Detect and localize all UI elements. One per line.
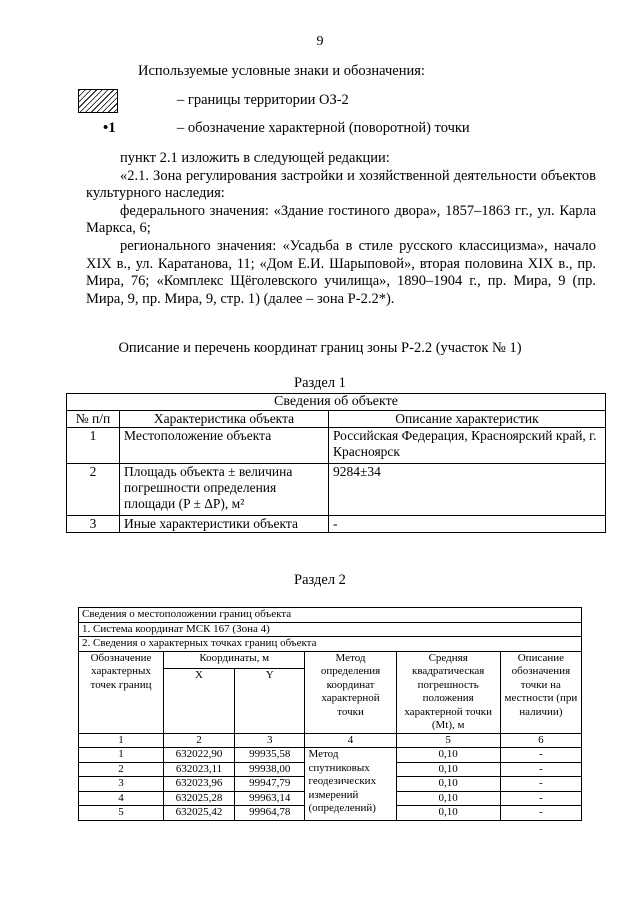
table-title: Сведения об объекте bbox=[67, 394, 606, 411]
column-number: 3 bbox=[235, 733, 305, 748]
table-cell: - bbox=[329, 516, 606, 533]
point-description: - bbox=[500, 777, 581, 792]
table-cell: Площадь объекта ± величина погрешности определения площади (P ± ΔP), м² bbox=[120, 464, 329, 516]
header-cell: Обозначение характерных точек границ bbox=[79, 651, 164, 733]
point-number: 2 bbox=[79, 762, 164, 777]
coord-x: 632022,90 bbox=[164, 748, 235, 763]
table-cell: 3 bbox=[67, 516, 120, 533]
paragraph: пункт 2.1 изложить в следующей редакции: bbox=[120, 150, 390, 166]
coord-x: 632025,28 bbox=[164, 791, 235, 806]
point-description: - bbox=[500, 748, 581, 763]
coord-y: 99938,00 bbox=[235, 762, 305, 777]
header-cell: X bbox=[164, 668, 235, 733]
boundary-points-table bbox=[78, 607, 582, 821]
column-number: 4 bbox=[305, 733, 396, 748]
section1-title: Раздел 1 bbox=[294, 375, 346, 391]
paragraph: регионального значения: «Усадьба в стиле русского классицизма», начало XIX в., ул. Каратанова, 11; «Дом Е.И. Шарыповой», вторая половина XIX в., пр. Мира, 76; «Комплекс Щёголевского училища», 1890–1904 г., пр. Мира, 9 (пр. Мира, 9, пр. Мира, 9, стр. 1) (далее – зона Р-2.2*). bbox=[86, 237, 596, 307]
point-description: - bbox=[500, 791, 581, 806]
legend-title: Используемые условные знаки и обозначения: bbox=[138, 63, 425, 79]
header-cell: Характеристика объекта bbox=[120, 411, 329, 428]
column-number: 1 bbox=[79, 733, 164, 748]
coord-system: 1. Система координат МСК 167 (Зона 4) bbox=[79, 622, 582, 637]
method-cell: Метод спутниковых геодезических измерений (определений) bbox=[305, 748, 396, 821]
table-row bbox=[79, 748, 582, 763]
legend-item-zone: – границы территории ОЗ-2 bbox=[177, 92, 349, 108]
header-cell: Описание обозначения точки на местности (при наличии) bbox=[500, 651, 581, 733]
point-description: - bbox=[500, 806, 581, 821]
header-cell: № п/п bbox=[67, 411, 120, 428]
hatched-zone-symbol-icon bbox=[78, 89, 118, 113]
table-cell: 2 bbox=[67, 464, 120, 516]
header-cell: Метод определения координат характерной точки bbox=[305, 651, 396, 733]
column-number: 2 bbox=[164, 733, 235, 748]
point-number: 3 bbox=[79, 777, 164, 792]
header-cell: Y bbox=[235, 668, 305, 733]
point-description: - bbox=[500, 762, 581, 777]
table-cell: Российская Федерация, Красноярский край, г. Красноярск bbox=[329, 428, 606, 464]
amendment-text bbox=[86, 150, 596, 308]
coord-y: 99963,14 bbox=[235, 791, 305, 806]
paragraph: федерального значения: «Здание гостиного двора», 1857–1863 гг., ул. Карла Маркса, 6; bbox=[86, 202, 596, 237]
mt-value: 0,10 bbox=[396, 806, 500, 821]
header-cell: Описание характеристик bbox=[329, 411, 606, 428]
coord-y: 99964,78 bbox=[235, 806, 305, 821]
table-cell: Местоположение объекта bbox=[120, 428, 329, 464]
coord-x: 632025,42 bbox=[164, 806, 235, 821]
coord-x: 632023,11 bbox=[164, 762, 235, 777]
point-number: 4 bbox=[79, 791, 164, 806]
point-number: 5 bbox=[79, 806, 164, 821]
point-marker-icon: •1 bbox=[103, 120, 116, 136]
table-cell: 9284±34 bbox=[329, 464, 606, 516]
table-cell: 1 bbox=[67, 428, 120, 464]
coord-y: 99935,58 bbox=[235, 748, 305, 763]
mt-value: 0,10 bbox=[396, 762, 500, 777]
page-number: 9 bbox=[316, 34, 324, 49]
section-heading: Описание и перечень координат границ зоны Р-2.2 (участок № 1) bbox=[118, 340, 522, 356]
column-number: 6 bbox=[500, 733, 581, 748]
paragraph: «2.1. Зона регулирования застройки и хозяйственной деятельности объектов культурного наследия: bbox=[86, 167, 596, 202]
coord-y: 99947,79 bbox=[235, 777, 305, 792]
header-cell: Средняя квадратическая погрешность положения характерной точки (Mt), м bbox=[396, 651, 500, 733]
mt-value: 0,10 bbox=[396, 777, 500, 792]
section2-title: Раздел 2 bbox=[294, 572, 346, 588]
points-title: 2. Сведения о характерных точках границ объекта bbox=[79, 637, 582, 652]
table-cell: Иные характеристики объекта bbox=[120, 516, 329, 533]
point-number: 1 bbox=[79, 748, 164, 763]
mt-value: 0,10 bbox=[396, 748, 500, 763]
coord-x: 632023,96 bbox=[164, 777, 235, 792]
object-info-table bbox=[66, 393, 606, 533]
table-title: Сведения о местоположении границ объекта bbox=[79, 608, 582, 623]
legend-item-point: – обозначение характерной (поворотной) точки bbox=[177, 120, 470, 136]
header-cell: Координаты, м bbox=[164, 651, 305, 668]
mt-value: 0,10 bbox=[396, 791, 500, 806]
column-number: 5 bbox=[396, 733, 500, 748]
